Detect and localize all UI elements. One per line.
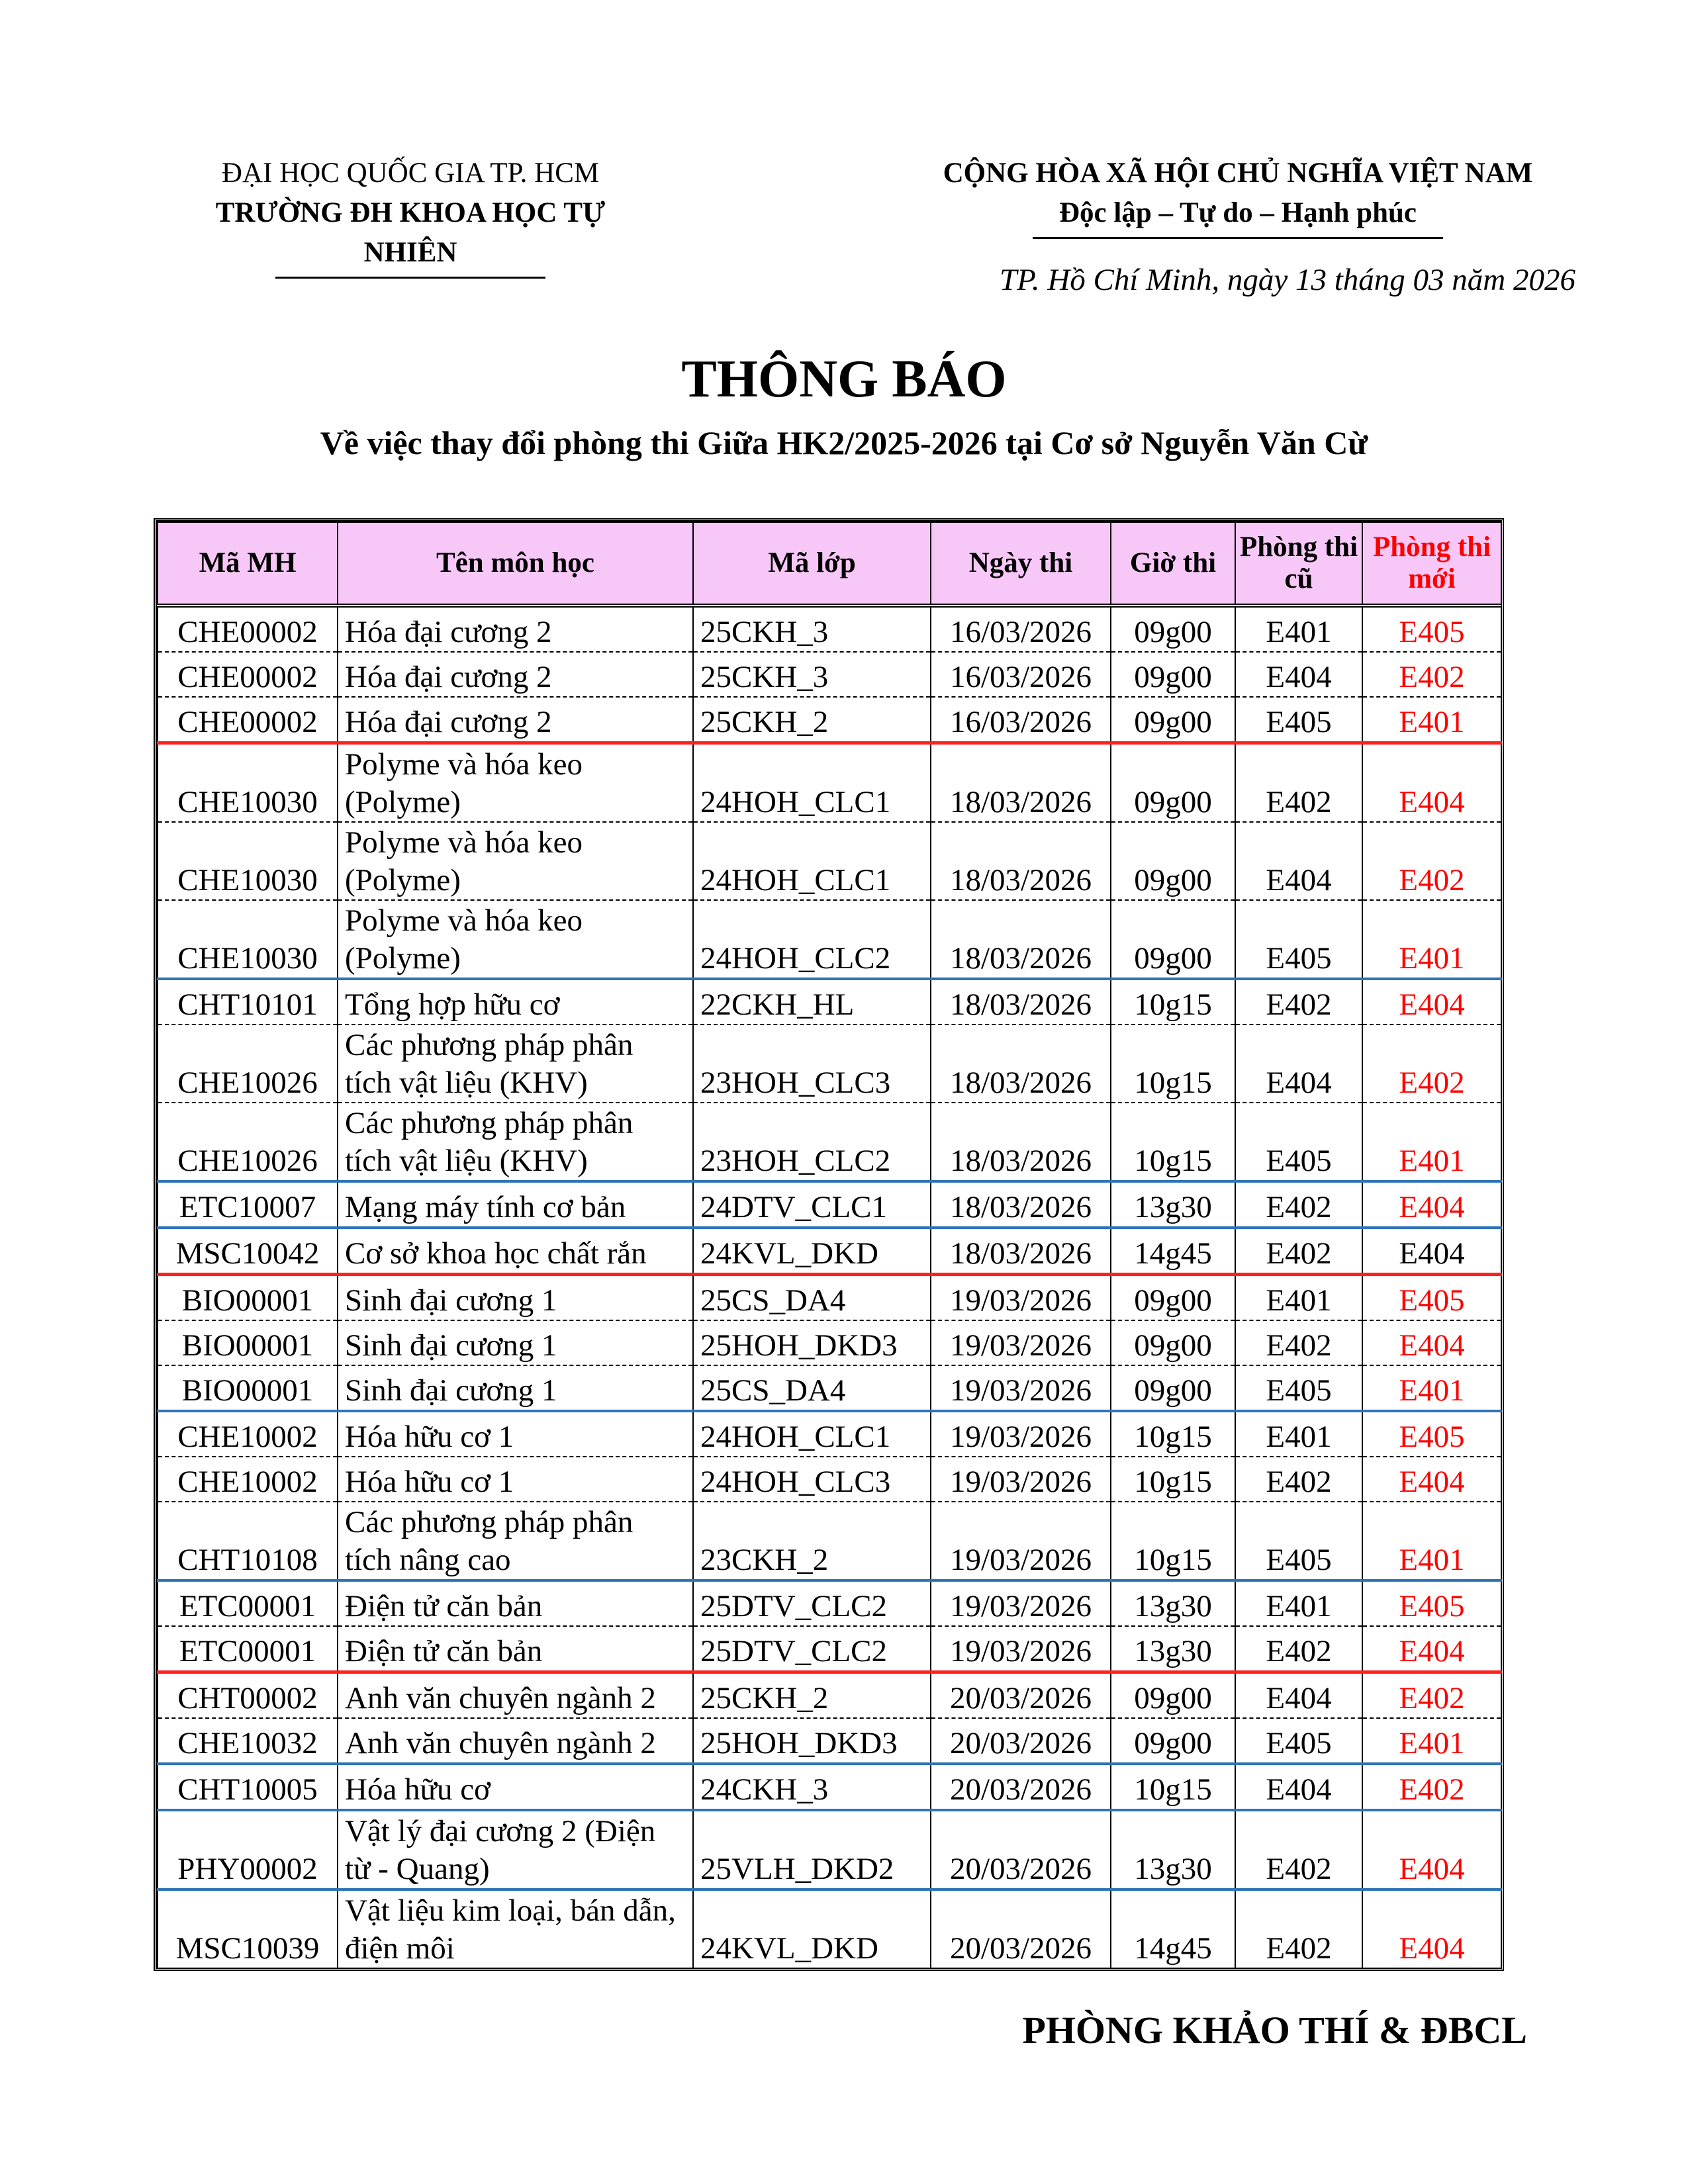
table-row [158,1764,1501,1810]
exam-time-cell: 10g15 [1111,1103,1235,1181]
course-name-cell: Hóa đại cương 2 [338,606,693,652]
table-row [158,1580,1501,1626]
old-room-cell: E405 [1235,1718,1362,1764]
table-row [158,1810,1501,1889]
new-room-cell: E405 [1362,1275,1501,1321]
course-name-cell: Các phương pháp phân tích vật liệu (KHV) [338,1103,693,1181]
exam-date-cell: 20/03/2026 [931,1764,1111,1810]
class-code-cell: 24HOH_CLC2 [693,900,931,979]
course-name-cell: Cơ sở khoa học chất rắn [338,1228,693,1275]
exam-date-cell: 20/03/2026 [931,1672,1111,1719]
school-name: TRƯỜNG ĐH KHOA HỌC TỰ NHIÊN [215,197,606,268]
course-code-cell: CHT10005 [158,1764,338,1810]
course-name-cell: Tổng hợp hữu cơ [338,979,693,1024]
exam-date-cell: 16/03/2026 [931,652,1111,697]
course-name-cell: Hóa đại cương 2 [338,697,693,743]
old-room-cell: E405 [1235,697,1362,743]
exam-room-table [154,518,1504,1971]
course-name-cell: Polyme và hóa keo (Polyme) [338,822,693,900]
old-room-cell: E401 [1235,1580,1362,1626]
new-room-cell: E401 [1362,900,1501,979]
course-code-cell: BIO00001 [158,1365,338,1411]
exam-date-cell: 16/03/2026 [931,606,1111,652]
course-code-cell: CHT00002 [158,1672,338,1719]
course-code-cell: CHT10101 [158,979,338,1024]
course-code-cell: ETC00001 [158,1626,338,1672]
exam-time-cell: 10g15 [1111,1502,1235,1580]
course-name-cell: Hóa hữu cơ [338,1764,693,1810]
col-header-exam-date: Ngày thi [931,522,1111,606]
old-room-cell: E404 [1235,652,1362,697]
exam-time-cell: 13g30 [1111,1810,1235,1889]
new-room-cell: E401 [1362,1103,1501,1181]
new-room-cell: E405 [1362,606,1501,652]
old-room-cell: E404 [1235,1764,1362,1810]
course-name-cell: Hóa đại cương 2 [338,652,693,697]
new-room-cell: E404 [1362,1457,1501,1502]
table-row [158,1718,1501,1764]
document-subtitle: Về việc thay đổi phòng thi Giữa HK2/2025-2026 tại Cơ sở Nguyễn Văn Cừ [320,424,1368,461]
class-code-cell: 24HOH_CLC1 [693,822,931,900]
table-row [158,1365,1501,1411]
class-code-cell: 25CKH_2 [693,1672,931,1719]
exam-time-cell: 10g15 [1111,1764,1235,1810]
table-row [158,900,1501,979]
new-room-cell: E404 [1362,1626,1501,1672]
table-body [158,606,1501,1968]
old-room-cell: E402 [1235,1320,1362,1365]
exam-time-cell: 09g00 [1111,697,1235,743]
table-row [158,652,1501,697]
course-code-cell: CHE10030 [158,900,338,979]
header-underline [275,277,545,279]
exam-date-cell: 19/03/2026 [931,1320,1111,1365]
exam-date-cell: 19/03/2026 [931,1411,1111,1457]
exam-time-cell: 14g45 [1111,1889,1235,1968]
old-room-cell: E405 [1235,900,1362,979]
col-header-course-code: Mã MH [158,522,338,606]
course-name-cell: Anh văn chuyên ngành 2 [338,1672,693,1719]
class-code-cell: 24KVL_DKD [693,1228,931,1275]
exam-time-cell: 09g00 [1111,652,1235,697]
class-code-cell: 23CKH_2 [693,1502,931,1580]
class-code-cell: 23HOH_CLC2 [693,1103,931,1181]
old-room-cell: E404 [1235,822,1362,900]
table-row [158,1457,1501,1502]
new-room-cell: E401 [1362,697,1501,743]
class-code-cell: 24CKH_3 [693,1764,931,1810]
table-row [158,1024,1501,1103]
table-row [158,979,1501,1024]
course-name-cell: Polyme và hóa keo (Polyme) [338,743,693,823]
course-name-cell: Hóa hữu cơ 1 [338,1457,693,1502]
course-code-cell: ETC00001 [158,1580,338,1626]
exam-time-cell: 09g00 [1111,1718,1235,1764]
col-header-course-name: Tên môn học [338,522,693,606]
country-name: CỘNG HÒA XÃ HỘI CHỦ NGHĨA VIỆT NAM [943,158,1533,189]
exam-time-cell: 09g00 [1111,1672,1235,1719]
new-room-cell: E402 [1362,1672,1501,1719]
class-code-cell: 25CKH_3 [693,652,931,697]
table-row [158,743,1501,823]
class-code-cell: 24HOH_CLC1 [693,743,931,823]
date-line: TP. Hồ Chí Minh, ngày 13 tháng 03 năm 2026 [1000,263,1575,297]
course-name-cell: Sinh đại cương 1 [338,1320,693,1365]
exam-date-cell: 18/03/2026 [931,979,1111,1024]
exam-time-cell: 09g00 [1111,1275,1235,1321]
table-row [158,1889,1501,1968]
new-room-cell: E404 [1362,743,1501,823]
class-code-cell: 25CS_DA4 [693,1275,931,1321]
old-room-cell: E402 [1235,1457,1362,1502]
class-code-cell: 25HOH_DKD3 [693,1718,931,1764]
new-room-cell: E402 [1362,1024,1501,1103]
old-room-cell: E402 [1235,743,1362,823]
exam-date-cell: 18/03/2026 [931,1181,1111,1228]
old-room-cell: E402 [1235,1810,1362,1889]
course-name-cell: Mạng máy tính cơ bản [338,1181,693,1228]
exam-date-cell: 16/03/2026 [931,697,1111,743]
exam-time-cell: 14g45 [1111,1228,1235,1275]
course-code-cell: BIO00001 [158,1320,338,1365]
new-room-cell: E405 [1362,1580,1501,1626]
old-room-cell: E401 [1235,1275,1362,1321]
course-code-cell: CHE10026 [158,1024,338,1103]
old-room-cell: E402 [1235,1626,1362,1672]
exam-time-cell: 09g00 [1111,1365,1235,1411]
old-room-cell: E401 [1235,1411,1362,1457]
course-name-cell: Hóa hữu cơ 1 [338,1411,693,1457]
exam-time-cell: 09g00 [1111,606,1235,652]
class-code-cell: 25HOH_DKD3 [693,1320,931,1365]
old-room-cell: E402 [1235,1181,1362,1228]
exam-date-cell: 19/03/2026 [931,1365,1111,1411]
class-code-cell: 25DTV_CLC2 [693,1580,931,1626]
table-row [158,697,1501,743]
course-name-cell: Vật lý đại cương 2 (Điện từ - Quang) [338,1810,693,1889]
course-code-cell: BIO00001 [158,1275,338,1321]
course-code-cell: CHT10108 [158,1502,338,1580]
class-code-cell: 25CS_DA4 [693,1365,931,1411]
signing-office: PHÒNG KHẢO THÍ & ĐBCL [1022,2009,1527,2052]
new-room-cell: E404 [1362,1320,1501,1365]
col-header-new-room: Phòng thi mới [1362,522,1501,606]
exam-date-cell: 18/03/2026 [931,900,1111,979]
exam-time-cell: 13g30 [1111,1626,1235,1672]
table-row [158,1502,1501,1580]
class-code-cell: 24KVL_DKD [693,1889,931,1968]
exam-time-cell: 13g30 [1111,1181,1235,1228]
class-code-cell: 25CKH_3 [693,606,931,652]
table-row [158,1411,1501,1457]
exam-date-cell: 19/03/2026 [931,1457,1111,1502]
class-code-cell: 22CKH_HL [693,979,931,1024]
table-row [158,606,1501,652]
col-header-old-room: Phòng thi cũ [1235,522,1362,606]
new-room-cell: E404 [1362,1889,1501,1968]
col-header-class-code: Mã lớp [693,522,931,606]
exam-time-cell: 09g00 [1111,900,1235,979]
national-motto: Độc lập – Tự do – Hạnh phúc [1059,197,1417,228]
table-header-row [158,522,1501,606]
col-header-exam-time: Giờ thi [1111,522,1235,606]
issuer-header [199,154,622,279]
exam-time-cell: 09g00 [1111,1320,1235,1365]
course-code-cell: CHE00002 [158,652,338,697]
exam-date-cell: 20/03/2026 [931,1889,1111,1968]
exam-time-cell: 09g00 [1111,822,1235,900]
table-row [158,1320,1501,1365]
class-code-cell: 25VLH_DKD2 [693,1810,931,1889]
course-code-cell: CHE10026 [158,1103,338,1181]
course-name-cell: Vật liệu kim loại, bán dẫn, điện môi [338,1889,693,1968]
new-room-cell: E402 [1362,652,1501,697]
course-code-cell: MSC10042 [158,1228,338,1275]
old-room-cell: E402 [1235,979,1362,1024]
exam-date-cell: 18/03/2026 [931,743,1111,823]
old-room-cell: E402 [1235,1228,1362,1275]
course-code-cell: CHE10032 [158,1718,338,1764]
new-room-cell: E401 [1362,1502,1501,1580]
course-name-cell: Anh văn chuyên ngành 2 [338,1718,693,1764]
class-code-cell: 24HOH_CLC1 [693,1411,931,1457]
new-room-cell: E404 [1362,1228,1501,1275]
course-name-cell: Các phương pháp phân tích vật liệu (KHV) [338,1024,693,1103]
university-name: ĐẠI HỌC QUỐC GIA TP. HCM [221,158,600,189]
new-room-cell: E404 [1362,1181,1501,1228]
course-code-cell: MSC10039 [158,1889,338,1968]
course-code-cell: ETC10007 [158,1181,338,1228]
exam-date-cell: 19/03/2026 [931,1626,1111,1672]
course-name-cell: Điện tử căn bản [338,1626,693,1672]
course-name-cell: Các phương pháp phân tích nâng cao [338,1502,693,1580]
exam-date-cell: 18/03/2026 [931,1228,1111,1275]
national-header [874,154,1602,239]
course-name-cell: Điện tử căn bản [338,1580,693,1626]
old-room-cell: E405 [1235,1502,1362,1580]
old-room-cell: E405 [1235,1365,1362,1411]
table-row [158,1672,1501,1719]
old-room-cell: E405 [1235,1103,1362,1181]
new-room-cell: E402 [1362,822,1501,900]
exam-time-cell: 10g15 [1111,1457,1235,1502]
class-code-cell: 24HOH_CLC3 [693,1457,931,1502]
exam-time-cell: 10g15 [1111,1411,1235,1457]
old-room-cell: E404 [1235,1024,1362,1103]
class-code-cell: 25DTV_CLC2 [693,1626,931,1672]
course-code-cell: CHE10002 [158,1411,338,1457]
table-row [158,1626,1501,1672]
old-room-cell: E404 [1235,1672,1362,1719]
new-room-cell: E401 [1362,1365,1501,1411]
table-row [158,1275,1501,1321]
class-code-cell: 25CKH_2 [693,697,931,743]
course-code-cell: CHE10030 [158,822,338,900]
exam-date-cell: 19/03/2026 [931,1580,1111,1626]
course-code-cell: CHE10030 [158,743,338,823]
exam-date-cell: 18/03/2026 [931,822,1111,900]
class-code-cell: 23HOH_CLC3 [693,1024,931,1103]
table-row [158,1181,1501,1228]
course-name-cell: Sinh đại cương 1 [338,1365,693,1411]
exam-date-cell: 20/03/2026 [931,1718,1111,1764]
course-code-cell: CHE00002 [158,697,338,743]
course-name-cell: Sinh đại cương 1 [338,1275,693,1321]
old-room-cell: E402 [1235,1889,1362,1968]
course-code-cell: PHY00002 [158,1810,338,1889]
exam-date-cell: 18/03/2026 [931,1024,1111,1103]
exam-date-cell: 19/03/2026 [931,1502,1111,1580]
new-room-cell: E402 [1362,1764,1501,1810]
motto-underline [1033,237,1443,239]
course-name-cell: Polyme và hóa keo (Polyme) [338,900,693,979]
exam-date-cell: 18/03/2026 [931,1103,1111,1181]
course-code-cell: CHE10002 [158,1457,338,1502]
new-room-cell: E405 [1362,1411,1501,1457]
old-room-cell: E401 [1235,606,1362,652]
exam-time-cell: 10g15 [1111,979,1235,1024]
new-room-cell: E404 [1362,1810,1501,1889]
exam-time-cell: 10g15 [1111,1024,1235,1103]
exam-time-cell: 09g00 [1111,743,1235,823]
exam-time-cell: 13g30 [1111,1580,1235,1626]
exam-date-cell: 20/03/2026 [931,1810,1111,1889]
table-row [158,1103,1501,1181]
new-room-cell: E404 [1362,979,1501,1024]
table-row [158,1228,1501,1275]
exam-date-cell: 19/03/2026 [931,1275,1111,1321]
course-code-cell: CHE00002 [158,606,338,652]
new-room-cell: E401 [1362,1718,1501,1764]
table-row [158,822,1501,900]
class-code-cell: 24DTV_CLC1 [693,1181,931,1228]
document-title: THÔNG BÁO [681,350,1007,408]
